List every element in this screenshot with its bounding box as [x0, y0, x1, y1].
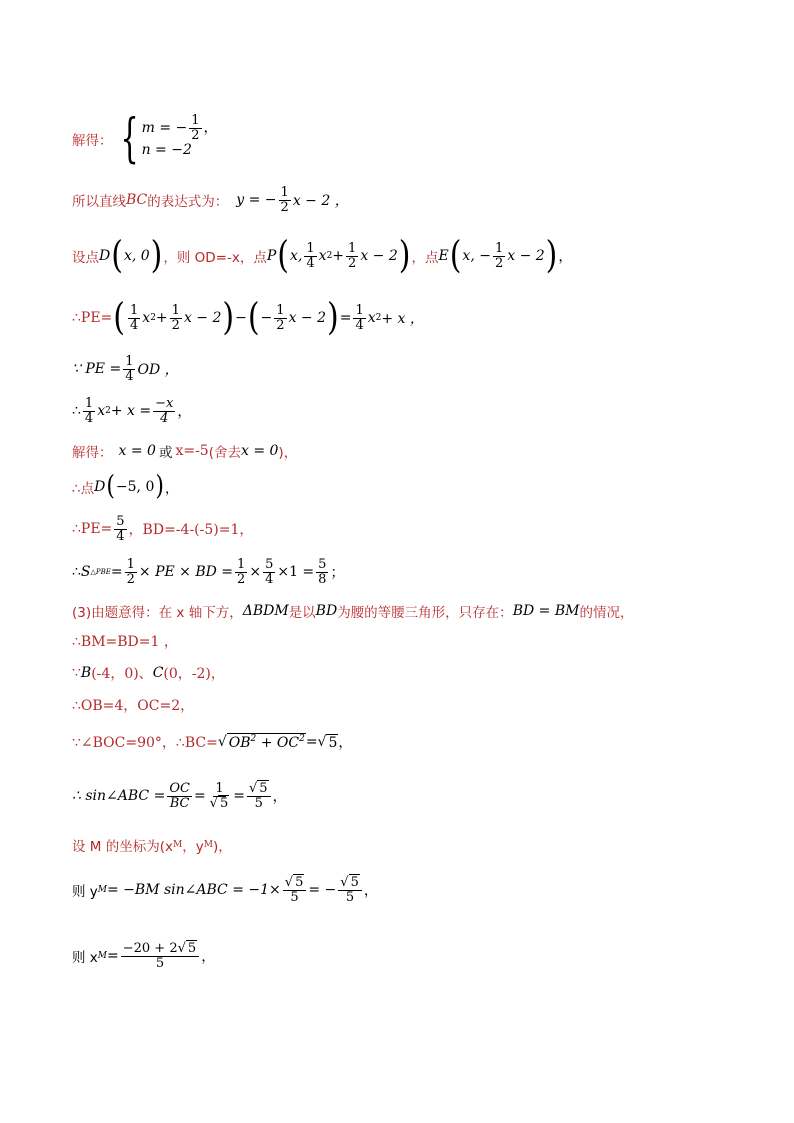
- line-bc-expression: 所以直线 BC 的表达式为： y = − $\frac{1}{2}$ x − 2 ，: [72, 184, 349, 215]
- eq-n: n = −2: [141, 142, 192, 158]
- line-ob-oc: ∴OB=4，OC=2，: [72, 698, 195, 714]
- line-bm: ∴BM=BD=1 ，: [72, 634, 178, 650]
- line-pe-od: ∵ PE = $\frac{1}{4}$ OD ，: [72, 353, 179, 384]
- line-point-d: ∴点 D ( −5, 0 ) ，: [72, 470, 179, 502]
- line-area: ∴ S △PBE = $\frac{1}{2}$ × PE × BD = $\frac{1}{2}$ × $\frac{5}{4}$ ×1 = $\frac{5}{8}$ ；: [72, 556, 345, 587]
- solution-system: [72, 107, 218, 171]
- line-m-coords: 设 M 的坐标为(x M ，y M )，: [72, 839, 232, 855]
- line-equation: ∴ 1 4 x 2 + x = $\frac{-x}{4}$ ，: [72, 395, 192, 426]
- label: 解得：: [72, 133, 113, 149]
- line-pe: ∴PE= ( 1 4 x 2 + $\frac{1}{2}$ x − 2 ) − ( − $\frac{1}{2}$ x − 2 ) = $\frac{1}{4}$ x 2 + x ，: [72, 295, 424, 340]
- line-xm: 则 x M = $\frac{-20 + 2√ 5}{5}$ ，: [72, 940, 216, 971]
- line-bc-length: ∵∠BOC=90°，∴BC= √ $OB^2 + OC^2$ = √ 5 ，: [72, 734, 353, 751]
- line-set-points: 设点 D ( x, 0 ) ，则 OD=-x，点 P ( x, 1 4 x 2 + $\frac{1}{2}$ x − 2 ) ，点 E ( x, − $\frac{1}{2}$ x − 2 ) ，: [72, 233, 573, 278]
- line-pe-value: ∴PE= $\frac{5}{4}$ ，BD=-4-(-5)=1，: [72, 513, 254, 544]
- line-b-c: ∵ B (-4，0)、 C (0，-2)，: [72, 665, 225, 682]
- line-ym: 则 y M = −BM sin∠ABC = −1× $\frac{√ 5}{5}$ = − $\frac{√ 5}{5}$ ，: [72, 874, 378, 905]
- brace: {: [119, 109, 139, 169]
- line-sin: ∴ sin∠ABC = $\frac{OC}{BC}$ = $\frac{1}{√ 5}$ = $\frac{√ 5}{5}$ ，: [72, 780, 287, 811]
- equations: [141, 112, 218, 161]
- eq-m: m = − $\frac{1}{2}$ ，: [141, 112, 218, 143]
- part-3-intro: (3)由题意得：在 x 轴下方， ΔBDM 是以 BD 为腰的等腰三角形，只存在： BD = BM 的情况，: [72, 603, 634, 621]
- line-solve: 解得： x = 0 或 x=-5 (舍去 x = 0 )，: [72, 443, 298, 461]
